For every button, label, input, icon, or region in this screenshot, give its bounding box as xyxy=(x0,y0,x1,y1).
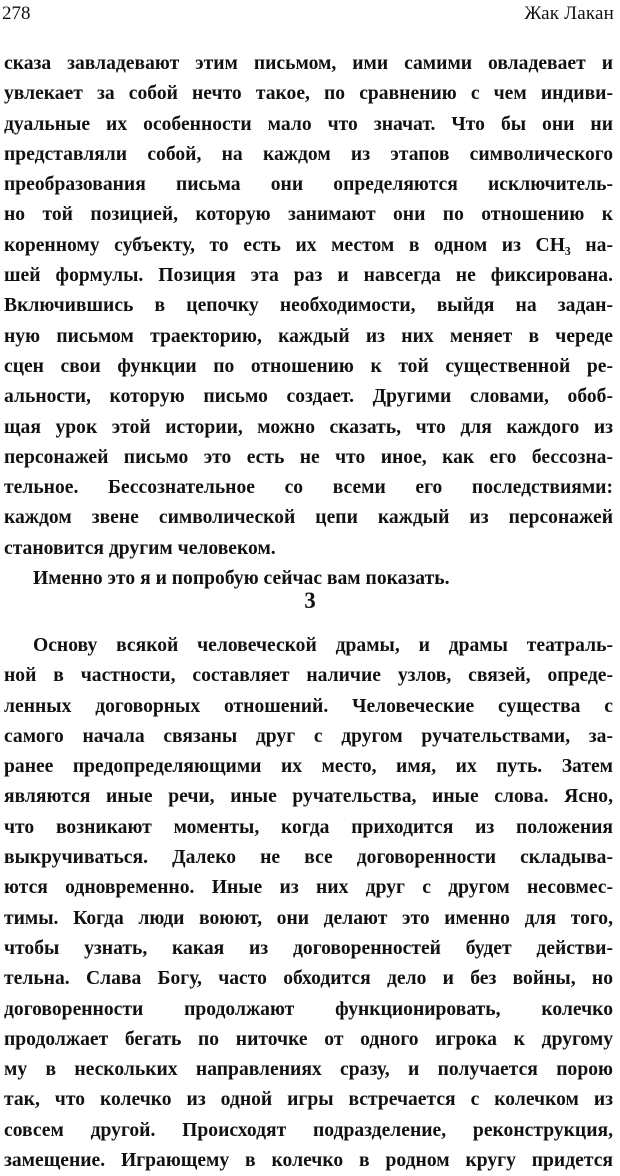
text-line: ранее предопределяющими их место, имя, их путь. Затем xyxy=(4,756,613,778)
text-line: Именно это я и попробую сейчас вам показать. xyxy=(33,568,450,590)
text-line: выкручиваться. Далеко не все договоренности складыва- xyxy=(4,847,613,869)
page-number: 278 xyxy=(2,3,31,24)
text-line: тельное. Бессознательное со всеми его последствиями: xyxy=(4,477,613,499)
text-line: му в нескольких направлениях сразу, и получается порою xyxy=(4,1059,613,1081)
text-line: шей формулы. Позиция эта раз и навсегда не фиксирована. xyxy=(4,265,613,287)
text-line: преобразования письма они определяются исключитель- xyxy=(4,174,613,196)
page-header xyxy=(2,0,614,28)
text-line: самого начала связаны друг с другом ручательствами, за- xyxy=(4,725,613,747)
text-line-formula: коренному субъекту, то есть их местом в одном из CH₃ на- xyxy=(4,234,613,256)
text-line: тельна. Слава Богу, часто обходится дело и без войны, но xyxy=(4,968,613,990)
text-line: увлекает за собой нечто такое, по сравнению с чем индиви- xyxy=(4,83,613,105)
running-head-author: Жак Лакан xyxy=(524,3,614,24)
text-line: замещение. Играющему в колечко в родном кругу придется xyxy=(4,1150,613,1172)
text-line: договоренности продолжают функционировать, колечко xyxy=(4,998,613,1020)
text-line: ную письмом траекторию, каждый из них меняет в череде xyxy=(4,325,613,347)
text-line: тимы. Когда люди воюют, они делают это именно для того, xyxy=(4,907,613,929)
text-line: но той позицией, которую занимают они по отношению к xyxy=(4,204,613,226)
text-line: ной в частности, составляет наличие узлов, связей, опреде- xyxy=(4,665,613,687)
text-line: персонажей письмо это есть не что иное, как его бессозна- xyxy=(4,446,613,468)
text-line: альности, которую письмо создает. Другими словами, обоб- xyxy=(4,386,613,408)
text-line: каждом звене символической цепи каждый из персонажей xyxy=(4,507,613,529)
text-line: чтобы узнать, какая из договоренностей будет действи- xyxy=(4,937,613,959)
body-text-top xyxy=(4,49,613,594)
text-line: дуальные их особенности мало что значат. Что бы они ни xyxy=(4,113,613,135)
text-line: щая урок этой истории, можно сказать, что для каждого из xyxy=(4,416,613,438)
text-line: сказа завладевают этим письмом, ими самими овладевает и xyxy=(4,53,613,74)
text-line: ются одновременно. Иные из них друг с другом несовмес- xyxy=(4,877,613,899)
text-line: сцен свои функции по отношению к той существенной ре- xyxy=(4,355,613,377)
text-line: так, что колечко из одной игры встречается с колечком из xyxy=(4,1089,613,1111)
text-line: являются иные речи, иные ручательства, иные слова. Ясно, xyxy=(4,786,613,808)
paragraph-continued xyxy=(4,49,613,564)
text-line: Включившись в цепочку необходимости, выйдя на задан- xyxy=(4,295,613,317)
text-line: совсем другой. Происходят подразделение, реконструкция, xyxy=(4,1119,613,1141)
section-number: 3 xyxy=(304,588,316,613)
text-line: представляли собой, на каждом из этапов символического xyxy=(4,143,613,165)
body-text-section xyxy=(4,631,613,1176)
text-line: ленных договорных отношений. Человеческие существа с xyxy=(4,695,613,717)
text-line: становится другим человеком. xyxy=(4,537,276,559)
text-line: продолжает бегать по ниточке от одного игрока к другому xyxy=(4,1028,613,1050)
text-line: Основу всякой человеческой драмы, и драмы театраль- xyxy=(33,635,613,656)
text-line: что возникают моменты, когда приходится из положения xyxy=(4,816,613,838)
